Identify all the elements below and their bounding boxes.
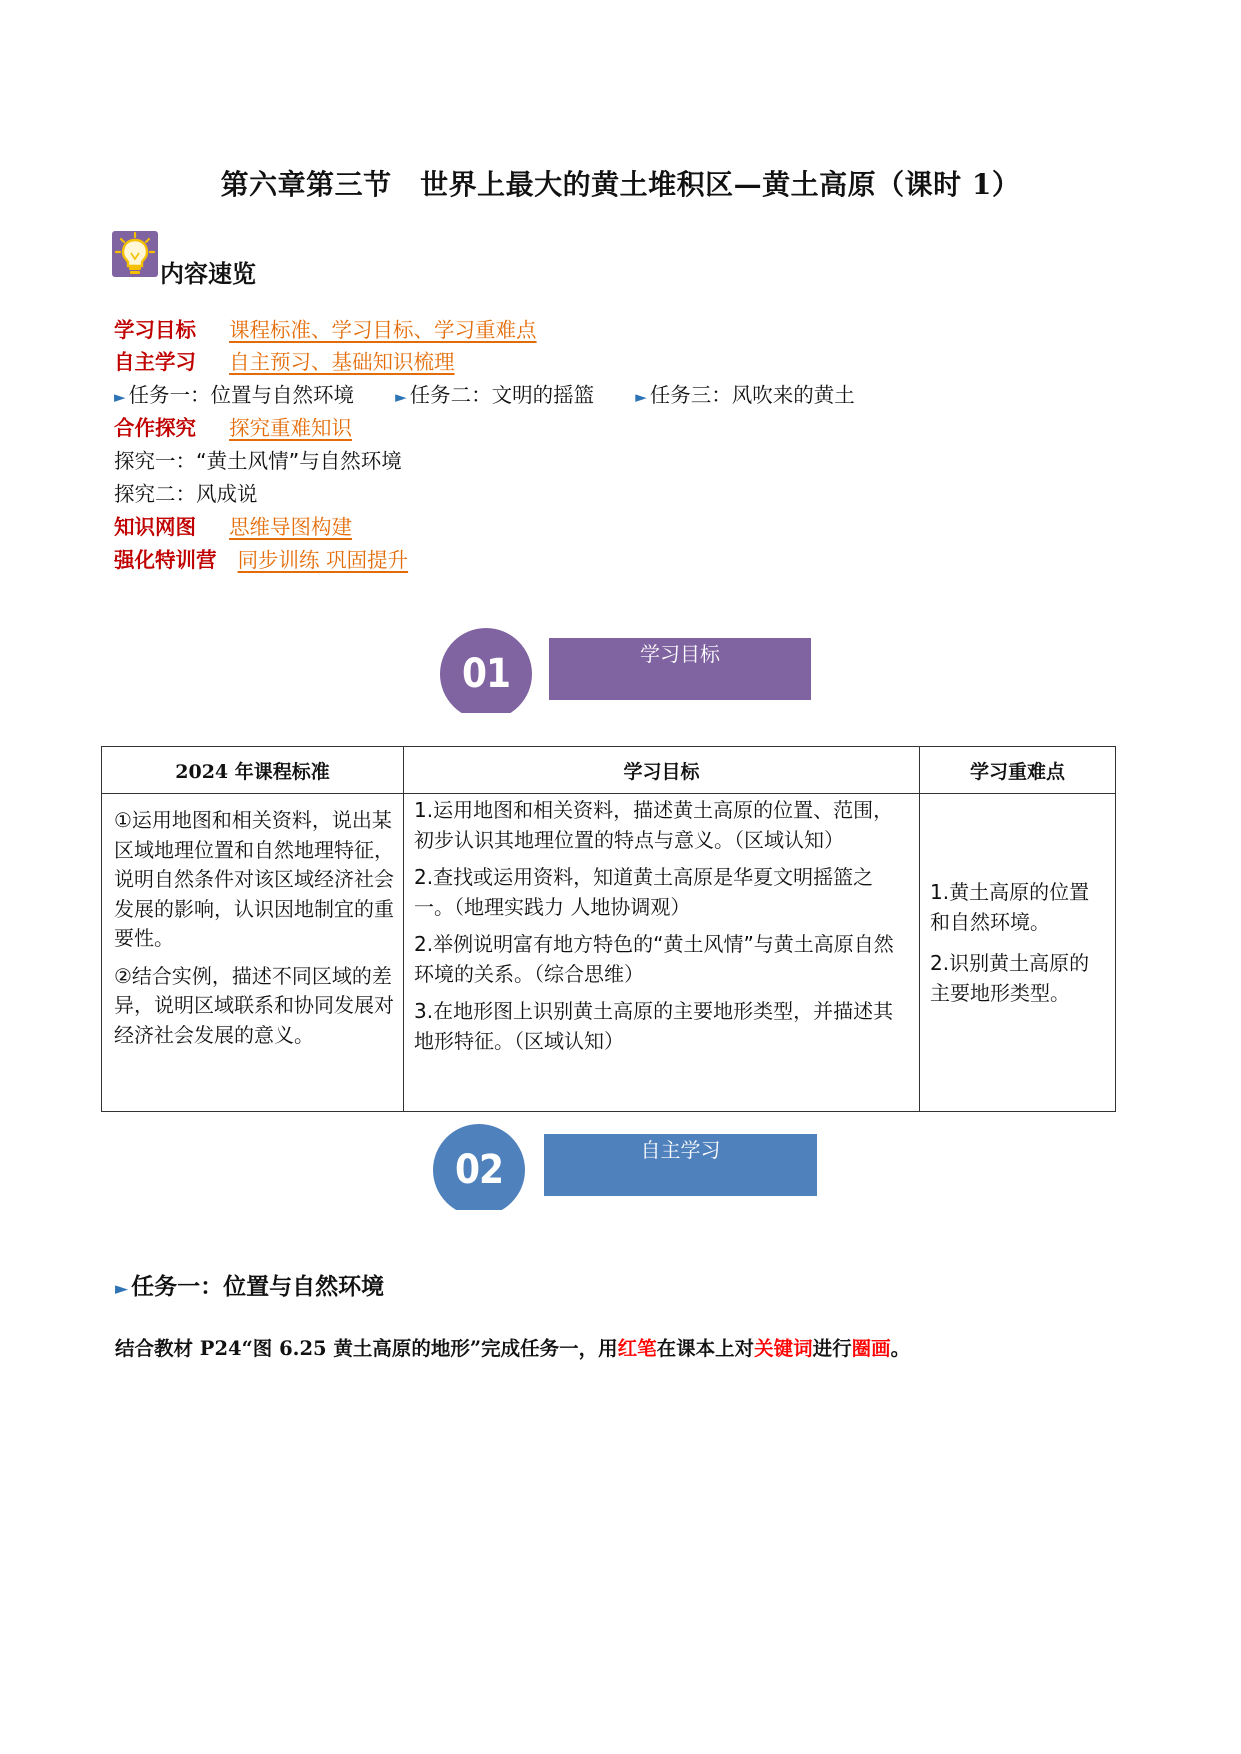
overview-link-goals[interactable]: 课程标准、学习目标、学习重难点 [229, 318, 537, 342]
overview-label: 强化特训营 [114, 548, 217, 572]
table-header: 学习重难点 [920, 747, 1116, 794]
overview-link-selfstudy[interactable]: 自主预习、基础知识梳理 [229, 350, 455, 374]
task1-heading-text: 任务一：位置与自然环境 [131, 1274, 385, 1300]
table-header: 2024 年课程标准 [102, 747, 404, 794]
overview-label: 学习目标 [114, 318, 196, 342]
section-number: 02 [454, 1147, 504, 1193]
triangle-right-icon: ► [635, 388, 647, 406]
overview-row-explore [114, 414, 352, 442]
overview-task-list [114, 381, 855, 411]
overview-link-explore[interactable]: 探究重难知识 [229, 416, 353, 440]
overview-row-mindmap [114, 513, 352, 541]
table-header-row [102, 747, 1116, 794]
table-cell-keypoints [920, 794, 1116, 1112]
overview-label: 自主学习 [114, 350, 196, 374]
keypoint-item: 2.识别黄土高原的主要地形类型。 [930, 951, 1090, 1005]
overview-label: 合作探究 [114, 416, 196, 440]
task-link-2[interactable]: 任务二：文明的摇篮 [409, 383, 595, 407]
instruction-highlight: 关键词 [754, 1337, 813, 1360]
explore-item-2[interactable]: 探究二：风成说 [114, 482, 258, 506]
standard-item: ②结合实例，描述不同区域的差异，说明区域联系和协同发展对经济社会发展的意义。 [114, 963, 394, 1047]
page-title: 第六章第三节 世界上最大的黄土堆积区—黄土高原（课时 1） [220, 168, 1021, 201]
triangle-right-icon: ► [395, 388, 407, 406]
task-link-1[interactable]: 任务一：位置与自然环境 [128, 383, 355, 407]
keypoint-item: 1.黄土高原的位置和自然环境。 [930, 880, 1090, 934]
triangle-right-icon: ► [115, 1279, 129, 1299]
instruction-highlight: 红笔 [617, 1337, 657, 1360]
overview-row-selfstudy [114, 348, 455, 376]
objective-item: 2.查找或运用资料，知道黄土高原是华夏文明摇篮之一。（地理实践力 人地协调观） [414, 865, 874, 919]
lightbulb-icon [112, 231, 158, 277]
section-title: 自主学习 [640, 1138, 721, 1162]
task1-instruction [115, 1333, 910, 1361]
overview-link-mindmap[interactable]: 思维导图构建 [229, 515, 353, 539]
instruction-text: 。 [890, 1337, 911, 1360]
explore-item-1[interactable]: 探究一：“黄土风情”与自然环境 [114, 449, 402, 473]
objective-item: 3.在地形图上识别黄土高原的主要地形类型，并描述其地形特征。（区域认知） [414, 999, 894, 1053]
overview-link-training[interactable]: 同步训练 巩固提升 [237, 548, 409, 572]
objective-item: 1.运用地图和相关资料，描述黄土高原的位置、范围，初步认识其地理位置的特点与意义。（区域认知） [414, 798, 894, 852]
section-number-badge [440, 628, 532, 713]
instruction-text: 进行 [812, 1337, 852, 1360]
triangle-right-icon: ► [114, 388, 126, 406]
table-cell-objectives [404, 794, 920, 1112]
section-title-bar [549, 638, 811, 700]
table-cell-standards [102, 794, 404, 1112]
overview-label: 知识网图 [114, 515, 196, 539]
table-header: 学习目标 [404, 747, 920, 794]
task-link-3[interactable]: 任务三：风吹来的黄土 [649, 383, 855, 407]
section-title-bar [544, 1134, 817, 1196]
overview-heading: 内容速览 [160, 260, 256, 288]
section-number: 01 [461, 651, 511, 697]
overview-row-training [114, 546, 408, 574]
task1-heading [115, 1268, 384, 1301]
section-number-badge [433, 1124, 525, 1210]
objective-item: 2.举例说明富有地方特色的“黄土风情”与黄土高原自然环境的关系。（综合思维） [414, 932, 894, 986]
learning-objectives-table [101, 746, 1116, 1112]
standard-item: ①运用地图和相关资料，说出某区域地理位置和自然地理特征，说明自然条件对该区域经济社会发展的影响，认识因地制宜的重要性。 [114, 808, 394, 950]
section-title: 学习目标 [640, 642, 720, 666]
overview-row-goals [114, 316, 537, 344]
instruction-highlight: 圈画 [851, 1337, 891, 1360]
instruction-text: 在课本上对 [656, 1337, 755, 1360]
instruction-text: 结合教材 P24“图 6.25 黄土高原的地形”完成任务一，用 [115, 1337, 618, 1360]
table-row [102, 794, 1116, 1112]
